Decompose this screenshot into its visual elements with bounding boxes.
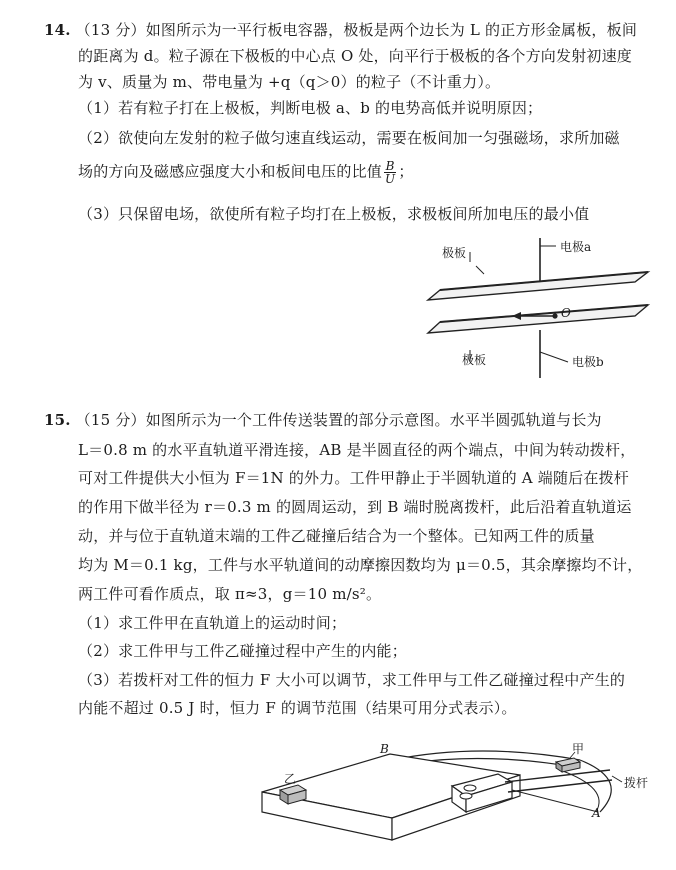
q15-line-3: 可对工件提供大小恒为 F＝1N 的外力。工件甲静止于半圆轨道的 A 端随后在拨杆 bbox=[78, 469, 629, 487]
q14-part-2: （2）欲使向左发射的粒子做匀速直线运动，需要在板间加一匀强磁场，求所加磁 bbox=[78, 129, 620, 147]
question-number: 15. bbox=[44, 411, 71, 429]
fraction-numerator: B bbox=[385, 159, 395, 173]
point-a-label: A bbox=[592, 806, 601, 820]
q14-line-2: 的距离为 d。粒子源在下极板的中心点 O 处，向平行于极板的各个方向发射初速度 bbox=[78, 47, 633, 65]
q15-line-2: L＝0.8 m 的水平直轨道平滑连接，AB 是半圆直径的两个端点，中间为转动拨杆， bbox=[78, 441, 636, 459]
q15-line-4: 的作用下做半径为 r＝0.3 m 的圆周运动，到 B 端时脱离拨杆，此后沿着直轨道运 bbox=[78, 498, 632, 516]
q15-line-6: 均为 M＝0.1 kg，工件与水平轨道间的动摩擦因数均为 μ＝0.5，其余摩擦均不计， bbox=[78, 556, 643, 574]
q15-part-3-cont: 内能不超过 0.5 J 时，恒力 F 的调节范围（结果可用分式表示）。 bbox=[78, 699, 517, 717]
top-plate-label: 极板 bbox=[442, 246, 467, 260]
point-b-label: B bbox=[380, 742, 389, 756]
q14-part-1: （1）若有粒子打在上极板，判断电极 a、b 的电势高低并说明原因； bbox=[78, 99, 543, 117]
q14-part-3: （3）只保留电场，欲使所有粒子均打在上极板，求极板间所加电压的最小值 bbox=[78, 205, 590, 223]
workpiece-jia-label: 甲 bbox=[572, 742, 585, 756]
q14-line-5-text: 场的方向及磁感应强度大小和板间电压的比值 bbox=[78, 162, 383, 181]
q15-part-1: （1）求工件甲在直轨道上的运动时间； bbox=[78, 614, 347, 632]
q15-line-5: 动，并与位于直轨道末端的工件乙碰撞后结合为一个整体。已知两工件的质量 bbox=[78, 527, 595, 545]
q14-line-1: （13 分）如图所示为一平行板电容器，极板是两个边长为 L 的正方形金属板，板间 bbox=[75, 21, 638, 39]
q15-part-3: （3）若拨杆对工件的恒力 F 大小可以调节，求工件甲与工件乙碰撞过程中产生的 bbox=[78, 671, 626, 689]
q15-line-7: 两工件可看作质点，取 π≈3，g＝10 m/s²。 bbox=[78, 585, 382, 603]
q15-line-1: （15 分）如图所示为一个工件传送装置的部分示意图。水平半圆弧轨道与长为 bbox=[75, 411, 602, 429]
electrode-b-label: 电极b bbox=[572, 355, 604, 369]
q14-line-5-end: ； bbox=[398, 162, 414, 181]
fraction-denominator: U bbox=[385, 172, 396, 186]
q14-line-3: 为 v、质量为 m、带电量为 +q（q＞0）的粒子（不计重力）。 bbox=[78, 73, 501, 91]
question-number: 14. bbox=[44, 21, 71, 39]
workpiece-yi-label: 乙 bbox=[284, 772, 297, 786]
point-o-label: O bbox=[561, 306, 571, 320]
rod-label: 拨杆 bbox=[624, 776, 649, 790]
electrode-a-label: 电极a bbox=[560, 240, 592, 254]
bottom-plate-label: 极板 bbox=[462, 353, 487, 367]
q15-part-2: （2）求工件甲与工件乙碰撞过程中产生的内能； bbox=[78, 642, 407, 660]
